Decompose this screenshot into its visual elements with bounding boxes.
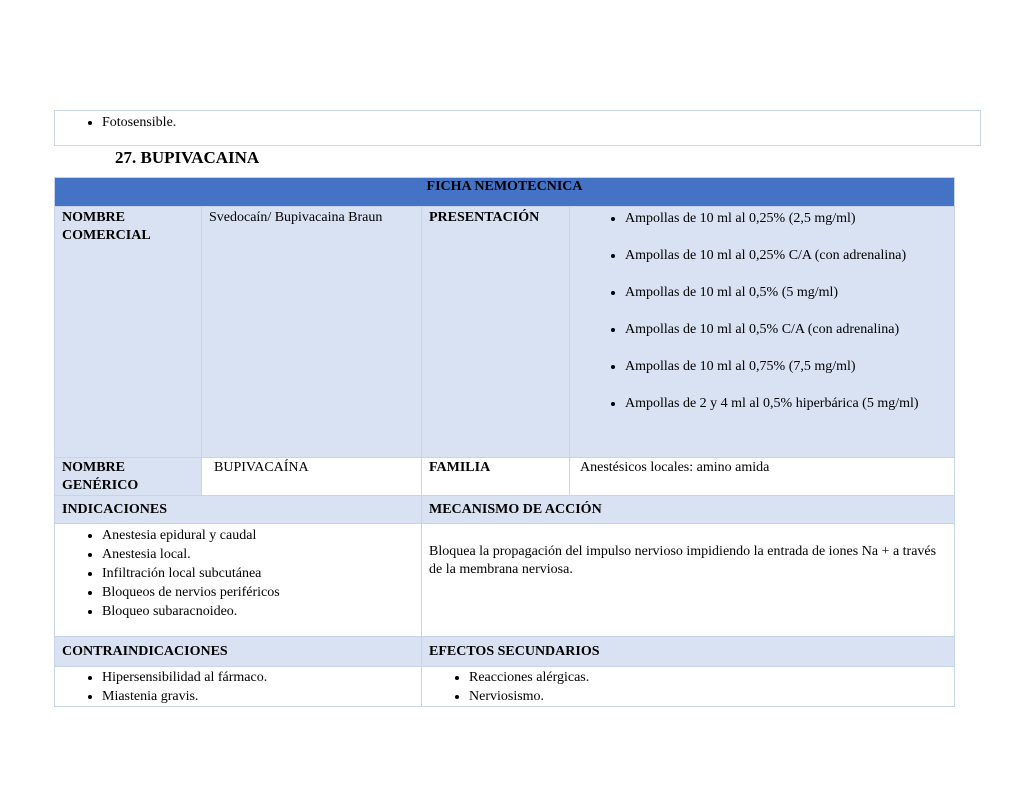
list-item: • Ampollas de 10 ml al 0,5% C/A (con adrenalina) bbox=[625, 321, 947, 339]
efectos-cell bbox=[422, 667, 955, 707]
nombre-comercial-value: Svedocaín/ Bupivacaina Braun bbox=[202, 207, 422, 458]
familia-label: FAMILIA bbox=[422, 458, 570, 496]
presentacion-list bbox=[577, 210, 947, 413]
presentacion-cell bbox=[570, 207, 955, 458]
list-item: • Nerviosismo. bbox=[469, 687, 947, 706]
ficha-table bbox=[54, 177, 955, 707]
previous-list bbox=[55, 111, 980, 132]
list-item: • Infiltración local subcutánea bbox=[102, 564, 414, 583]
list-item: • Ampollas de 2 y 4 ml al 0,5% hiperbárica (5 mg/ml) bbox=[625, 395, 947, 413]
mecanismo-label: MECANISMO DE ACCIÓN bbox=[422, 496, 955, 524]
list-item: • Ampollas de 10 ml al 0,5% (5 mg/ml) bbox=[625, 284, 947, 302]
nombre-generico-label: NOMBRE GENÉRICO bbox=[55, 458, 202, 496]
nombre-comercial-label: NOMBRE COMERCIAL bbox=[55, 207, 202, 458]
contraindicaciones-label: CONTRAINDICACIONES bbox=[55, 637, 422, 667]
efectos-list bbox=[422, 668, 947, 706]
contraindicaciones-list bbox=[55, 668, 414, 706]
list-item: • Ampollas de 10 ml al 0,25% C/A (con adrenalina) bbox=[625, 247, 947, 265]
list-item: • Ampollas de 10 ml al 0,25% (2,5 mg/ml) bbox=[625, 210, 947, 228]
ficha-header: FICHA NEMOTECNICA bbox=[55, 178, 955, 207]
list-item: • Fotosensible. bbox=[102, 113, 980, 132]
list-item: • Anestesia epidural y caudal bbox=[102, 526, 414, 545]
list-item: • Miastenia gravis. bbox=[102, 687, 414, 706]
mecanismo-value: Bloquea la propagación del impulso nervioso impidiendo la entrada de iones Na + a través de la membrana nerviosa. bbox=[422, 524, 955, 637]
indicaciones-label: INDICACIONES bbox=[55, 496, 422, 524]
list-item: • Bloqueos de nervios periféricos bbox=[102, 583, 414, 602]
section-title: 27. BUPIVACAINA bbox=[115, 148, 260, 167]
indicaciones-cell bbox=[55, 524, 422, 637]
list-item: • Bloqueo subaracnoideo. bbox=[102, 602, 414, 621]
nombre-generico-value: BUPIVACAÍNA bbox=[202, 458, 422, 496]
presentacion-label: PRESENTACIÓN bbox=[422, 207, 570, 458]
indicaciones-list bbox=[55, 526, 414, 621]
list-item: • Reacciones alérgicas. bbox=[469, 668, 947, 687]
previous-table-continuation bbox=[54, 110, 981, 146]
familia-value: Anestésicos locales: amino amida bbox=[570, 458, 955, 496]
contraindicaciones-cell bbox=[55, 667, 422, 707]
efectos-label: EFECTOS SECUNDARIOS bbox=[422, 637, 955, 667]
list-item: • Ampollas de 10 ml al 0,75% (7,5 mg/ml) bbox=[625, 358, 947, 376]
list-item: • Anestesia local. bbox=[102, 545, 414, 564]
list-item: • Hipersensibilidad al fármaco. bbox=[102, 668, 414, 687]
